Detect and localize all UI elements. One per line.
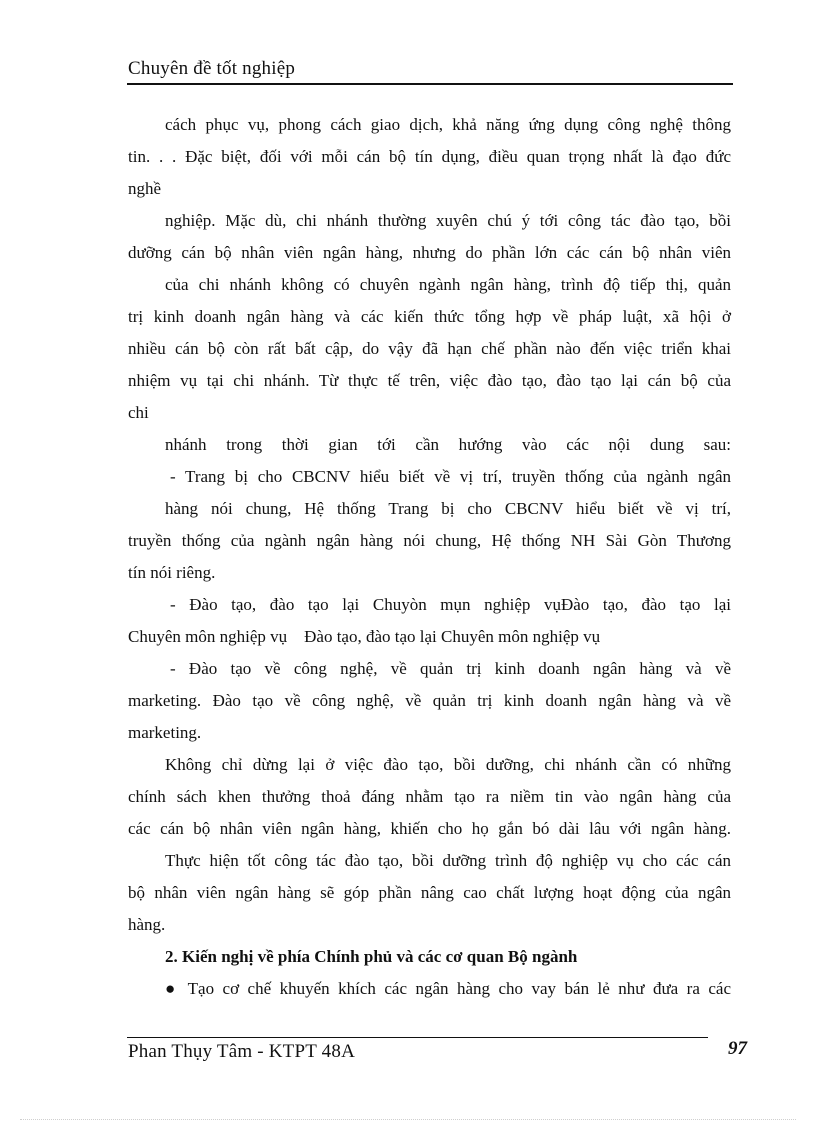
body-line: chính sách khen thưởng thoả đáng nhằm tạo ra niềm tin vào ngân hàng của xyxy=(128,787,731,806)
body-line: marketing. Đào tạo về công nghệ, về quản trị kinh doanh ngân hàng và về xyxy=(128,691,731,710)
body-line: các cán bộ nhân viên ngân hàng, khiến cho họ gắn bó dài lâu với ngân hàng. xyxy=(128,819,731,838)
body-line: nhánh trong thời gian tới cần hướng vào các nội dung sau: xyxy=(165,435,731,454)
body-line: Thực hiện tốt công tác đào tạo, bồi dưỡng trình độ nghiệp vụ cho các cán xyxy=(165,851,731,870)
body-line: hàng. xyxy=(128,915,166,934)
body-line: - Trang bị cho CBCNV hiểu biết về vị trí, truyền thống của ngành ngân xyxy=(170,467,731,486)
body-text xyxy=(128,109,731,1005)
body-line: trị kinh doanh ngân hàng và các kiến thức tổng hợp về pháp luật, xã hội ở xyxy=(128,307,731,326)
body-line: - Đào tạo, đào tạo lại Chuyòn mụn nghiệp vụĐào tạo, đào tạo lại xyxy=(170,595,731,614)
body-line: bộ nhân viên ngân hàng sẽ góp phần nâng cao chất lượng hoạt động của ngân xyxy=(128,883,731,902)
section-heading: 2. Kiến nghị về phía Chính phủ và các cơ quan Bộ ngành xyxy=(165,947,578,966)
body-line: nhiều cán bộ còn rất bất cập, do vậy đã hạn chế phần nào đến việc triển khai xyxy=(128,339,731,358)
body-line: - Đào tạo về công nghệ, về quản trị kinh doanh ngân hàng và về xyxy=(170,659,731,678)
body-line: tín nói riêng. xyxy=(128,563,216,582)
page-number: 97 xyxy=(728,1038,747,1059)
body-line: truyền thống của ngành ngân hàng nói chung, Hệ thống NH Sài Gòn Thương xyxy=(128,531,731,550)
body-line: nghề xyxy=(128,179,162,198)
body-line: cách phục vụ, phong cách giao dịch, khả năng ứng dụng công nghệ thông xyxy=(165,115,731,134)
body-line: tin. . . Đặc biệt, đối với mỗi cán bộ tín dụng, điều quan trọng nhất là đạo đức xyxy=(128,147,731,166)
footer-author: Phan Thụy Tâm - KTPT 48A xyxy=(128,1041,355,1062)
page-header-title: Chuyên đề tốt nghiệp xyxy=(128,58,296,79)
body-line: hàng nói chung, Hệ thống Trang bị cho CBCNV hiểu biết về vị trí, xyxy=(165,499,731,518)
bullet-item: ● Tạo cơ chế khuyến khích các ngân hàng cho vay bán lẻ như đưa ra các xyxy=(165,979,731,998)
body-line: của chi nhánh không có chuyên ngành ngân hàng, trình độ tiếp thị, quản xyxy=(165,275,731,294)
body-line: nghiệp. Mặc dù, chi nhánh thường xuyên chú ý tới công tác đào tạo, bồi xyxy=(165,211,731,230)
footer-rule xyxy=(127,1037,708,1038)
body-line: dưỡng cán bộ nhân viên ngân hàng, nhưng do phần lớn các cán bộ nhân viên xyxy=(128,243,731,262)
body-line: chi xyxy=(128,403,149,422)
body-line: Chuyên môn nghiệp vụ Đào tạo, đào tạo lại Chuyên môn nghiệp vụ xyxy=(128,627,601,646)
body-line: marketing. xyxy=(128,723,202,742)
header-rule xyxy=(127,83,733,85)
page-edge-dotted xyxy=(20,1119,796,1120)
body-line: nhiệm vụ tại chi nhánh. Từ thực tế trên, việc đào tạo, đào tạo lại cán bộ của xyxy=(128,371,731,390)
body-line: Không chỉ dừng lại ở việc đào tạo, bồi dưỡng, chi nhánh cần có những xyxy=(165,755,731,774)
